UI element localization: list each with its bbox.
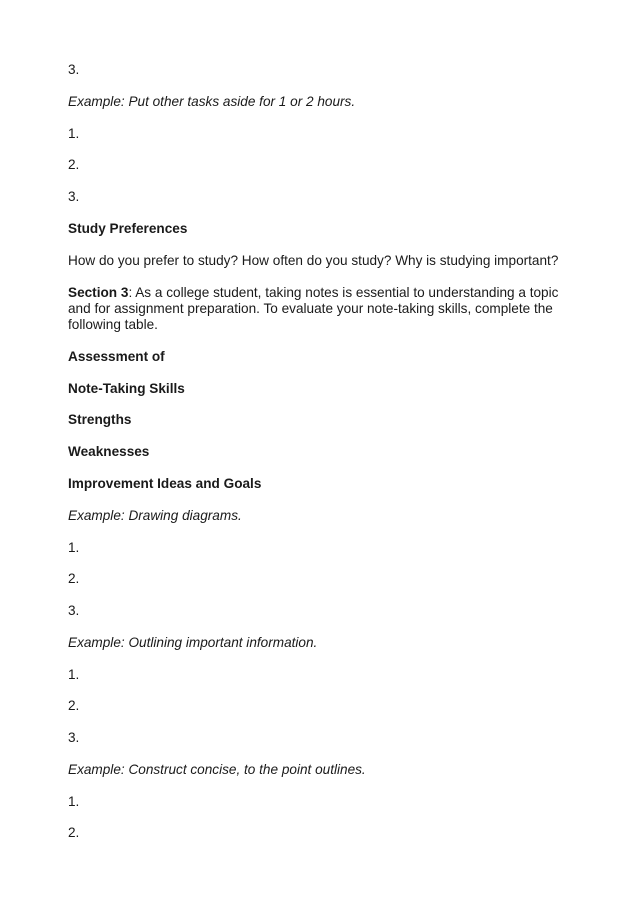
section-3-text: : As a college student, taking notes is essential to understanding a topic [128, 285, 559, 300]
example-text: Example: Drawing diagrams. [68, 508, 242, 523]
list-item-number: 3. [68, 62, 80, 77]
list-item-number: 1. [68, 126, 80, 141]
table-heading: Assessment of [68, 349, 165, 364]
table-heading: Note-Taking Skills [68, 381, 185, 396]
table-heading: Strengths [68, 412, 132, 427]
section-3-paragraph-line-1 [68, 285, 598, 301]
section-3-label: Section 3 [68, 285, 129, 300]
table-heading: Weaknesses [68, 444, 150, 459]
list-item-number: 2. [68, 157, 80, 172]
list-item-number: 3. [68, 730, 80, 745]
list-item-number: 2. [68, 698, 80, 713]
list-item-number: 1. [68, 794, 80, 809]
list-item-number: 3. [68, 603, 80, 618]
example-text: Example: Construct concise, to the point outlines. [68, 762, 366, 777]
list-item-number: 2. [68, 571, 80, 586]
table-heading: Improvement Ideas and Goals [68, 476, 262, 491]
list-item-number: 1. [68, 667, 80, 682]
list-item-number: 2. [68, 825, 80, 840]
section-3-paragraph-line-2: and for assignment preparation. To evaluate your note-taking skills, complete the [68, 301, 553, 316]
example-text: Example: Put other tasks aside for 1 or 2 hours. [68, 94, 356, 109]
question-text: How do you prefer to study? How often do you study? Why is studying important? [68, 253, 559, 268]
section-3-paragraph-line-3: following table. [68, 317, 158, 332]
list-item-number: 1. [68, 540, 80, 555]
example-text: Example: Outlining important information. [68, 635, 318, 650]
section-heading-study-preferences: Study Preferences [68, 221, 188, 236]
list-item-number: 3. [68, 189, 80, 204]
